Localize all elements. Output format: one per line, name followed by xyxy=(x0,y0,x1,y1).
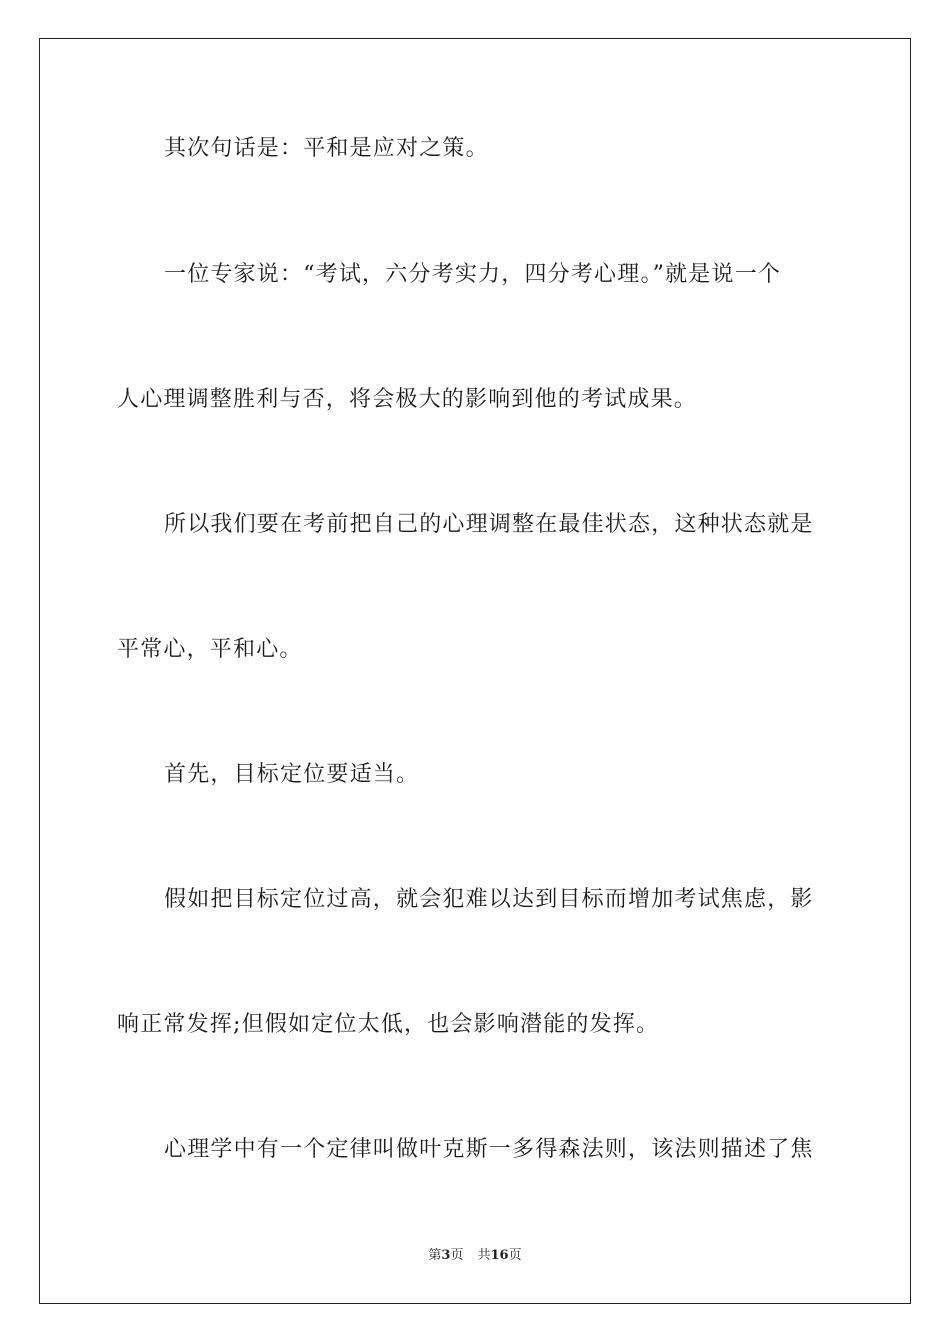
page-suffix: 页 xyxy=(450,1248,464,1263)
paragraph-line: 首先，目标定位要适当。 xyxy=(164,762,420,787)
paragraph-line: 假如把目标定位过高，就会犯难以达到目标而增加考试焦虑，影 xyxy=(164,887,814,912)
paragraph-line: 人心理调整胜利与否，将会极大的影响到他的考试成果。 xyxy=(117,387,698,412)
paragraph-line: 其次句话是：平和是应对之策。 xyxy=(164,136,489,161)
paragraph-line: 响正常发挥;但假如定位太低，也会影响潜能的发挥。 xyxy=(117,1012,660,1037)
total-prefix: 共 xyxy=(477,1248,491,1263)
page-border xyxy=(39,38,911,1304)
paragraph-line: 平常心，平和心。 xyxy=(117,637,303,662)
total-suffix: 页 xyxy=(508,1248,522,1263)
page-number: 3 xyxy=(441,1248,451,1263)
paragraph-line: 一位专家说：“考试，六分考实力，四分考心理。”就是说一个 xyxy=(164,262,782,287)
page-prefix: 第 xyxy=(428,1248,442,1263)
paragraph-line: 所以我们要在考前把自己的心理调整在最佳状态，这种状态就是 xyxy=(164,512,814,537)
page-footer xyxy=(0,1248,950,1264)
paragraph-line: 心理学中有一个定律叫做叶克斯一多得森法则，该法则描述了焦 xyxy=(164,1137,814,1162)
total-pages: 16 xyxy=(490,1248,509,1263)
